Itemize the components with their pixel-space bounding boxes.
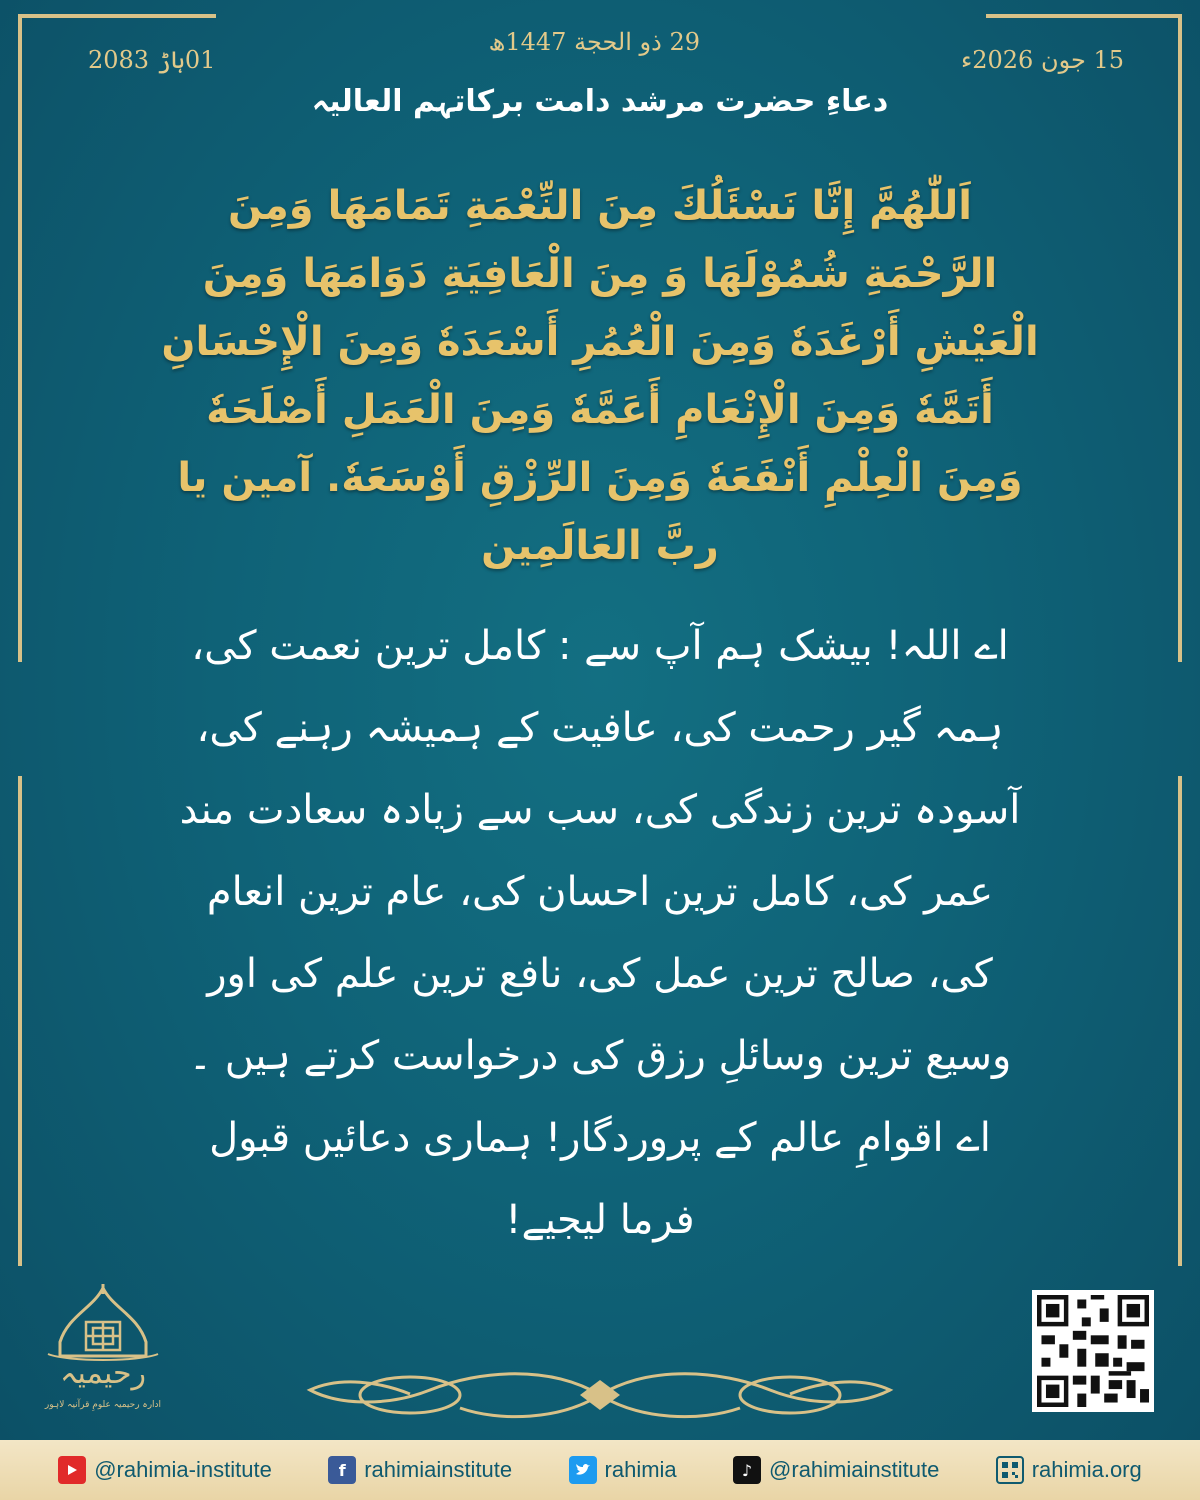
tiktok-icon: ♪ (733, 1456, 761, 1484)
logo-subtitle: ادارہ رحیمیہ علومِ قرآنیہ لاہور (44, 1400, 162, 1410)
footer-item-tiktok[interactable] (733, 1456, 939, 1484)
footer-item-youtube[interactable] (58, 1456, 272, 1484)
footer-item-website[interactable] (996, 1456, 1142, 1484)
arabic-dua: اَللّٰھُمَّ إِنَّا نَسْئَلُكَ مِنَ النِّعْمَةِ تَمَامَهَا وَمِنَ الرَّحْمَةِ شُمُوْلَهَا وَ مِنَ الْعَافِيَةِ دَوَامَهَا وَمِنَ الْعَيْشِ أَرْغَدَهٗ وَمِنَ الْعُمُرِ أَسْعَدَهٗ وَمِنَ الْإِحْسَانِ أَتَمَّهٗ وَمِنَ الْإِنْعَامِ أَعَمَّهٗ وَمِنَ الْعَمَلِ أَصْلَحَهٗ وَمِنَ الْعِلْمِ أَنْفَعَهٗ وَمِنَ الرِّزْقِ أَوْسَعَهٗ. آمین یا ربَّ العَالَمِین (161, 183, 1039, 569)
qr-code-icon (1037, 1295, 1149, 1407)
footer-item-twitter[interactable] (569, 1456, 677, 1484)
youtube-handle: @rahimia-institute (94, 1457, 272, 1482)
hijri-date: 29 ذو الحجة 1447ھ (488, 28, 700, 56)
urdu-translation: اے اللہ! بیشک ہم آپ سے : کامل ترین نعمت کی، ہمہ گیر رحمت کی، عافیت کے ہمیشہ رہنے کی، آسودہ ترین زندگی کی، سب سے زیادہ سعادت مند عمر کی، کامل ترین احسان کی، عام ترین انعام کی، صالح ترین عمل کی، نافع ترین علم کی اور وسیع ترین وسائلِ رزق کی درخواست کرتے ہیں ۔ اے اقوامِ عالم کے پروردگار! ہماری دعائیں قبول فرما لیجیے! (179, 623, 1021, 1243)
facebook-icon: f (328, 1456, 356, 1484)
page-title: دعاءِ حضرت مرشد دامت برکاتہم العالیہ (311, 84, 889, 119)
rahimia-logo (38, 1282, 168, 1430)
youtube-icon (58, 1456, 86, 1484)
twitter-handle: rahimia (604, 1457, 677, 1482)
facebook-handle: rahimiainstitute (364, 1457, 513, 1482)
logo-name: رحیمیہ (59, 1356, 147, 1391)
tiktok-handle: @rahimiainstitute (769, 1457, 940, 1482)
decorative-ornament (300, 1360, 900, 1430)
social-footer (0, 1440, 1200, 1500)
qr-code[interactable] (1032, 1290, 1154, 1412)
website-icon (996, 1456, 1024, 1484)
frame-left-lower (18, 776, 22, 1266)
footer-item-facebook[interactable] (328, 1456, 512, 1484)
frame-right-lower (1178, 776, 1182, 1266)
bikrami-date: 01ہاڑ 2083 (88, 46, 216, 74)
frame-top-right (986, 14, 1182, 18)
twitter-icon (569, 1456, 597, 1484)
frame-top-left (18, 14, 216, 18)
website-url: rahimia.org (1031, 1457, 1142, 1482)
gregorian-date: 15 جون 2026ء (960, 46, 1124, 74)
